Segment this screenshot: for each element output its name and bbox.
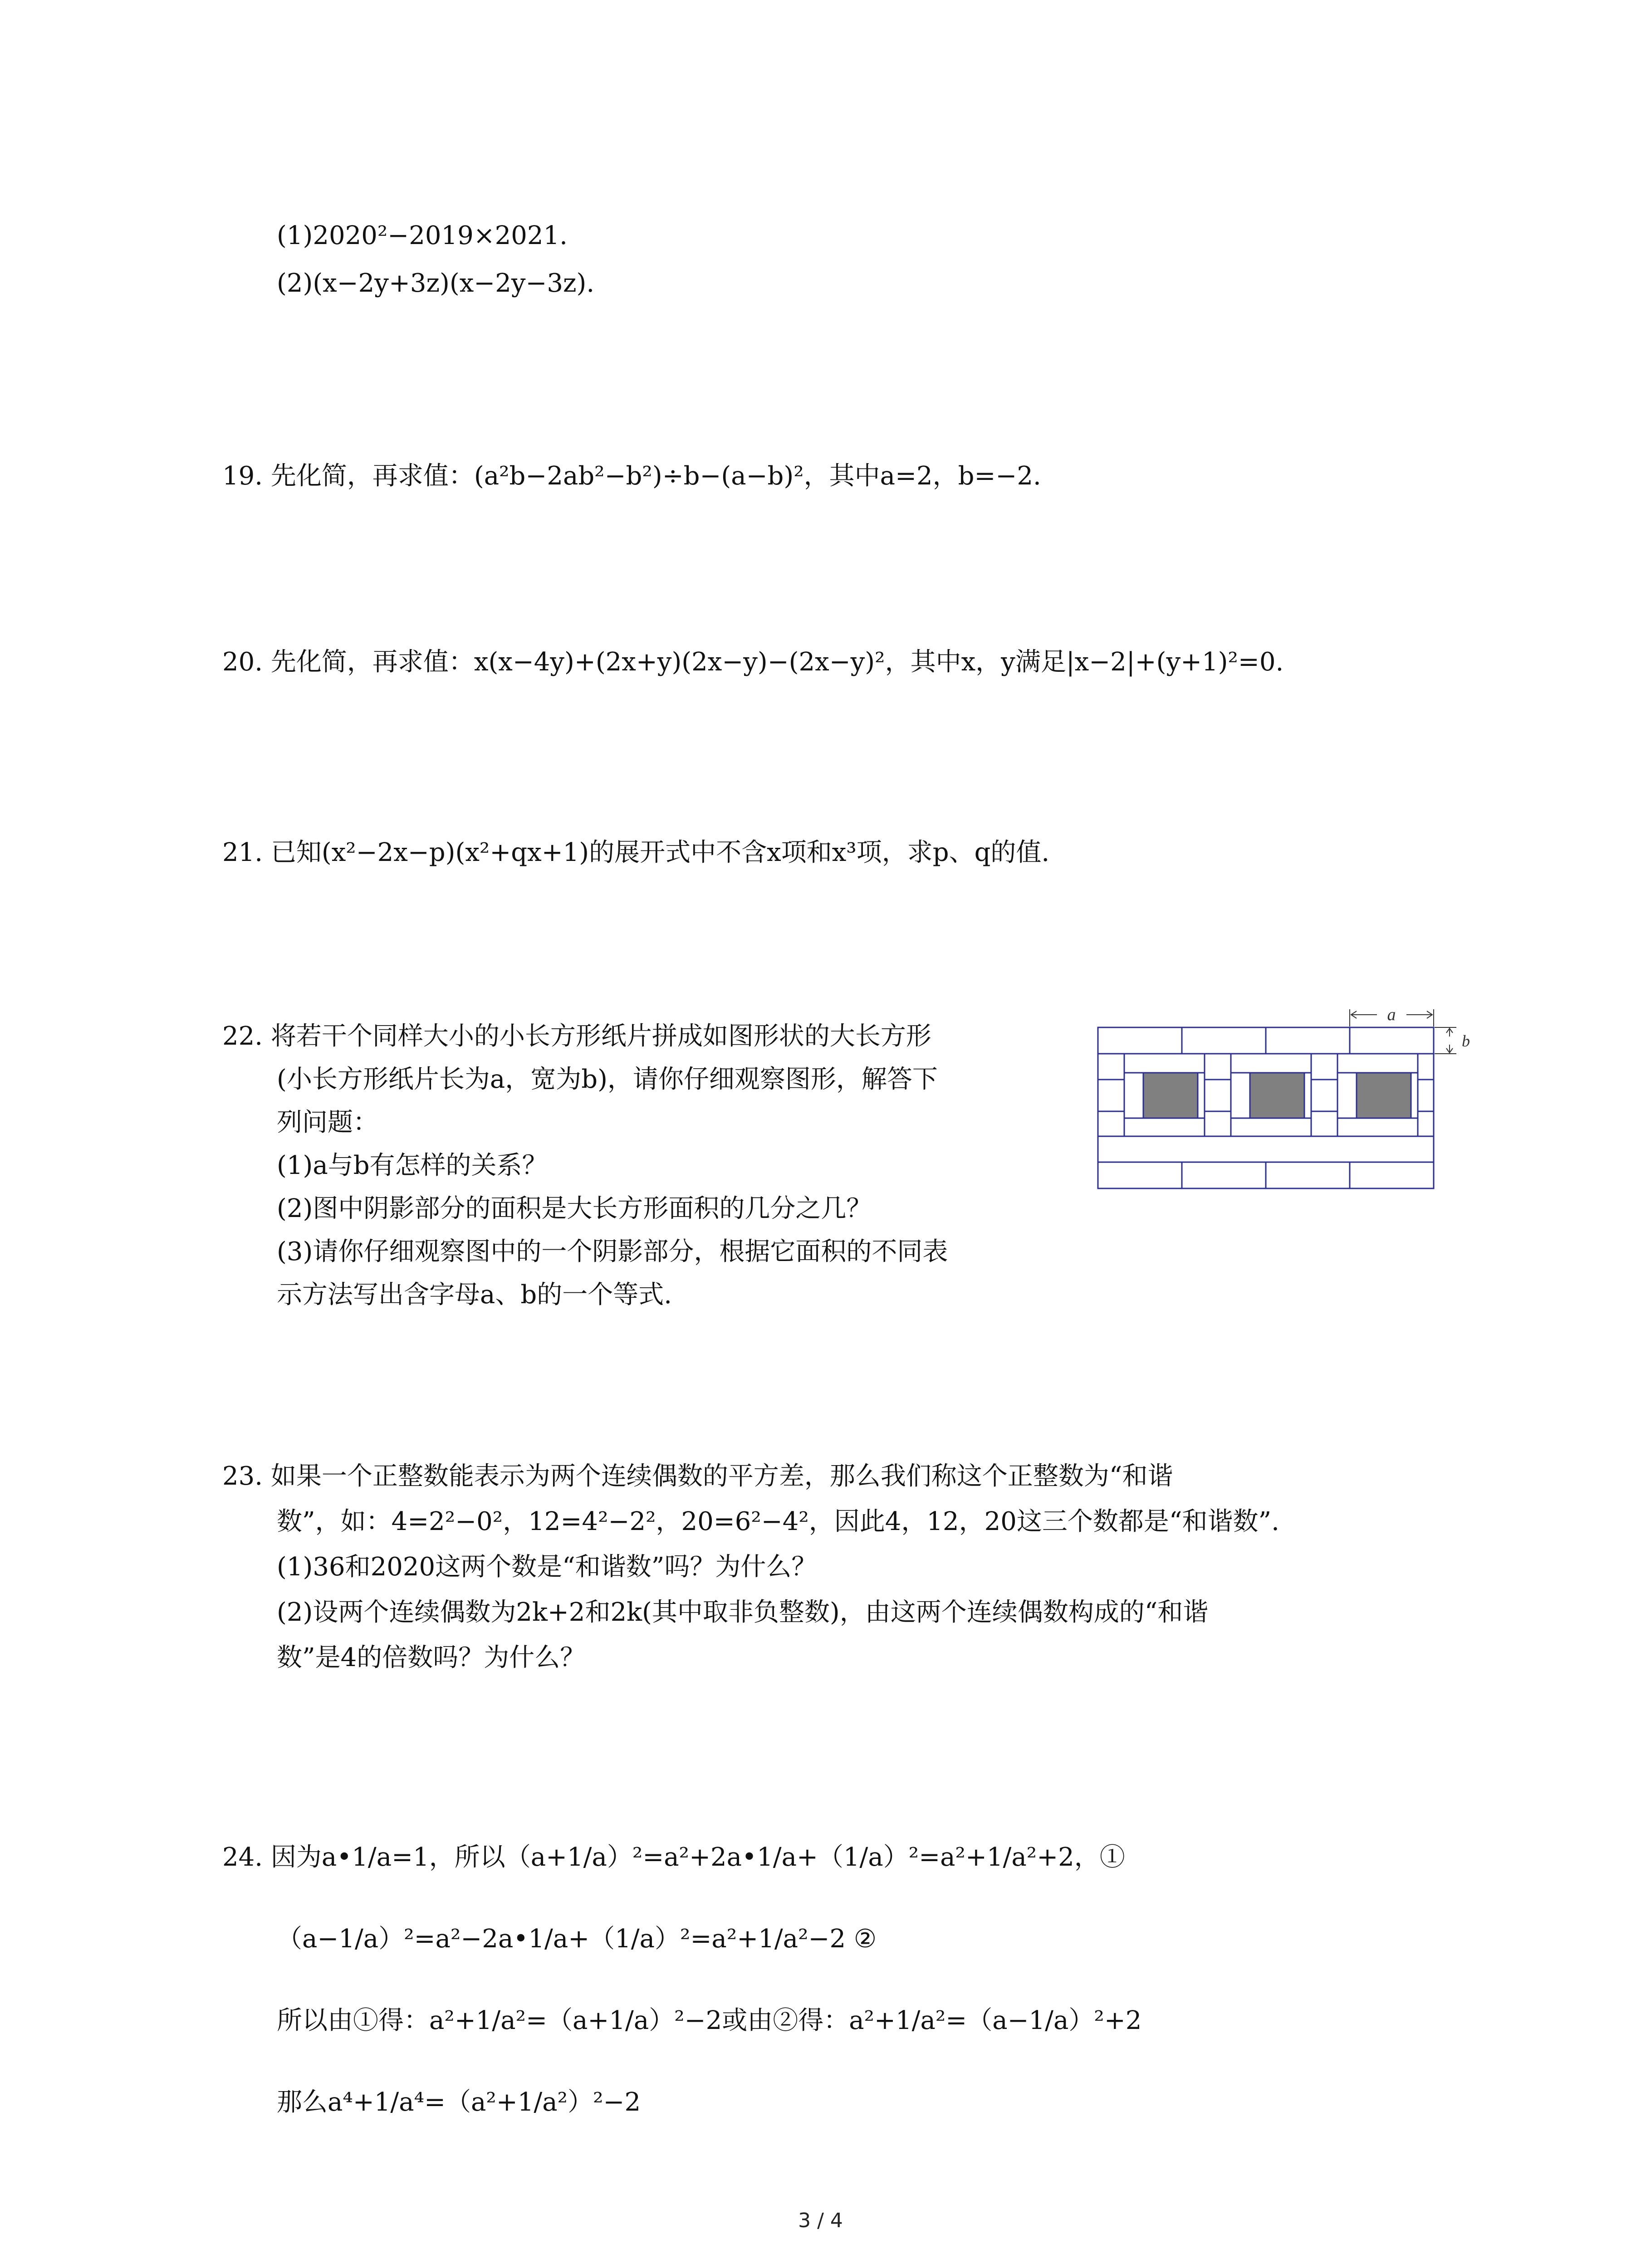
q22-line7: 示方法写出含字母a、b的一个等式. [277, 1280, 672, 1310]
q23-line1: 23. 如果一个正整数能表示为两个连续偶数的平方差，那么我们称这个正整数为“和谐 [222, 1461, 1173, 1491]
q24-line2: （a−1/a）²=a²−2a•1/a+（1/a）²=a²+1/a²−2 ② [277, 1924, 877, 1954]
shaded-square-3 [1357, 1073, 1411, 1118]
q22-line1: 22. 将若干个同样大小的小长方形纸片拼成如图形状的大长方形 [222, 1022, 931, 1051]
q18-part1: (1)2020²−2019×2021. [277, 221, 568, 250]
label-a: a [1387, 1005, 1396, 1024]
q24-line4: 那么a⁴+1/a⁴=（a²+1/a²）²−2 [277, 2087, 641, 2117]
q24-line1: 24. 因为a•1/a=1，所以（a+1/a）²=a²+2a•1/a+（1/a）²=a²+1/a²+2，① [222, 1843, 1125, 1872]
label-b: b [1462, 1032, 1470, 1050]
q23-line5: 数”是4的倍数吗？为什么？ [277, 1643, 586, 1672]
shaded-square-2 [1250, 1073, 1304, 1118]
q22-line2: (小长方形纸片长为a，宽为b)，请你仔细观察图形，解答下 [277, 1065, 938, 1094]
q20-text: 20. 先化简，再求值：x(x−4y)+(2x+y)(2x−y)−(2x−y)²，其中x，y满足|x−2|+(y+1)²=0. [222, 647, 1284, 677]
q23-line2: 数”，如：4=2²−0²，12=4²−2²，20=6²−4²，因此4，12，20这三个数都是“和谐数”. [277, 1507, 1279, 1536]
q22-line5: (2)图中阴影部分的面积是大长方形面积的几分之几？ [277, 1194, 872, 1223]
q24-line3: 所以由①得：a²+1/a²=（a+1/a）²−2或由②得：a²+1/a²=（a−1/a）²+2 [277, 2006, 1142, 2035]
q22-line3: 列问题： [277, 1108, 378, 1137]
q19-text: 19. 先化简，再求值：(a²b−2ab²−b²)÷b−(a−b)²，其中a=2，b=−2. [222, 461, 1041, 491]
q22-line4: (1)a与b有怎样的关系？ [277, 1151, 548, 1180]
rectangle-tiling-figure [1093, 1005, 1493, 1195]
dimension-b [1435, 1027, 1456, 1054]
q21-text: 21. 已知(x²−2x−p)(x²+qx+1)的展开式中不含x项和x³项，求p、q的值. [222, 838, 1050, 867]
q23-line3: (1)36和2020这两个数是“和谐数”吗？为什么？ [277, 1552, 817, 1582]
page-number: 3 / 4 [798, 2209, 843, 2232]
q18-part2: (2)(x−2y+3z)(x−2y−3z). [277, 269, 595, 298]
q22-line6: (3)请你仔细观察图中的一个阴影部分，根据它面积的不同表 [277, 1237, 948, 1266]
shaded-square-1 [1143, 1073, 1198, 1118]
q23-line4: (2)设两个连续偶数为2k+2和2k(其中取非负整数)，由这两个连续偶数构成的“和谐 [277, 1598, 1209, 1627]
